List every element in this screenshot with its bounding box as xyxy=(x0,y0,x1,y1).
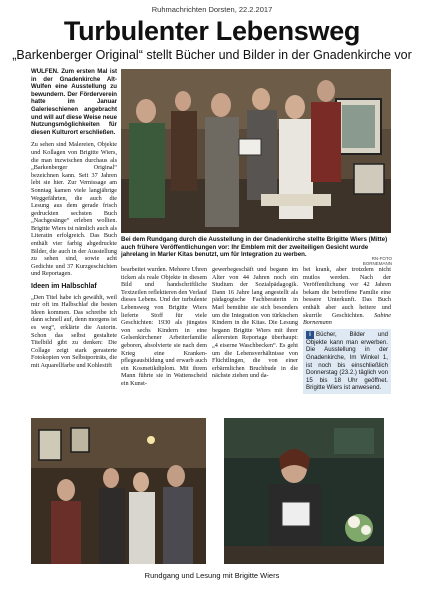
column-1 xyxy=(31,68,117,414)
info-icon: i xyxy=(306,331,314,339)
tour-photo-image xyxy=(31,418,206,564)
bottom-right-photo xyxy=(224,418,384,564)
column-2-text: bearbeitet wurden. Mehrere Uhren ticken als reale Objekte in diesem Bild und handschriftliche Textzeilen reflektieren den Verlauf dieses Lebens. Und der turbulente Lebensweg von Brigitte Wiers lieferte Stoff für viele Geschichten: 1930 als jüngstes von sechs Kindern in eine Gelsenkirchener Arbeiterfamilie geboren, absolvierte sie nach dem Krieg eine Krankenpflegeausbildung und erwarb auch ein Kosmetikdiplom. Mit ihrem Mann führte sie in Wattenscheid ein Kunst- xyxy=(121,266,207,387)
lead-paragraph: WULFEN. Zum ersten Mal ist in der Gnadenkirche Alt-Wulfen eine Ausstellung zu bewundern. Der Förderverein hatte im Januar Galerieschienen angebracht und will auf diese Weise neue Nutzungsmöglichkeiten für diesen Kulturort erschließen. xyxy=(31,68,117,136)
headline: Turbulenter Lebensweg xyxy=(63,16,361,46)
photo-caption: Bei dem Rundgang durch die Ausstellung in der Gnadenkirche stellte Brigitte Wiers (Mitte) auch frühere Veröffentlichungen vor: Ihr Emblem mit der zweiteiligen Gesicht wurde jahrelang in Marler Kitas benutzt, um für Integration zu werben. xyxy=(121,236,388,259)
column-2 xyxy=(121,266,207,414)
bottom-left-photo xyxy=(31,418,206,564)
column-4-text: bei krank, aber trotzdem nicht mutlos werden. Nach der Veröffentlichung vor 42 Jahren bekam die betroffene Familie eine bessere Unterkunft. Das Buch enthält aber auch heitere und skurrile Geschichten. xyxy=(303,266,391,319)
reading-photo-image xyxy=(224,418,384,564)
author-signature: Sabine Bornemann xyxy=(303,311,391,327)
column-3-text: gewerbegeschäft und begann im Alter von 44 Jahren noch ein Studium der Sozialpädagogik. Dann 16 Jahre lang angestellt als pädagogische Fachberaterin in Marl bemühte sie sich besonders um die Integration von türkischen Kindern in die Kitas. Die Lesung begann Brigitte Wiers mit ihrer allerersten Reportage überhaupt: „4 eiserne Waschbecken“. Es geht um die Lebensverhältnisse von Flüchtlingen, die von einer erbärmlichen Bruchbude in die nächste ziehen und da- xyxy=(212,266,298,380)
main-photo xyxy=(121,69,391,233)
info-text: Bücher, Bilder und Objekte kann man erwerben. Die Ausstellung in der Gnadenkirche, Im Winkel 1, ist noch bis einschließlich Donnerstag (23.2.) täglich von 15 bis 18 Uhr geöffnet. Brigitte Wiers ist anwesend. xyxy=(306,330,388,392)
bottom-caption: Rundgang und Lesung mit Brigitte Wiers xyxy=(144,571,280,580)
masthead: Ruhmachrichten Dorsten, 22.2.2017 xyxy=(151,5,273,14)
column-4 xyxy=(303,266,391,416)
group-photo-image xyxy=(121,69,391,233)
column-3 xyxy=(212,266,298,414)
section-heading: Ideen im Halbschlaf xyxy=(31,283,97,291)
info-box xyxy=(303,329,391,394)
column-1-paragraph-2: „Den Titel habe ich gewählt, weil mir oft im Halbschlaf die besten Ideen kommen. Das schreibe ich dann schnell auf, denn morgens ist es weg“, erklärte die Autorin. Schon das selbst gestaltete Titelbild gibt zu denken: Die Collage zeigt stark gerasterte Fotokopien von Selbstporträts, die mit Aquarellfarbe und Kohlestift xyxy=(31,293,117,369)
column-1-paragraph-1: Zu sehen sind Malereien, Objekte und Kollagen von Brigitte Wiers, die man inzwischen durchaus als „Barkenberger Original“ bezeichnen kann. Seit 37 Jahren lebt sie hier. Zur Vernissage am Sonntag kamen viele langjährige Weggefährten, die auch die Lesung aus dem gerade frisch gedruckten sechsten Buch „Nachgesänge“ erleben wollten. Brigitte Wiers ist nämlich auch als Literatin erfolgreich. Das Buch enthält vier farbig abgedruckte Bilder, die auch in der Ausstellung zu sehen sind, sowie acht Gedichte und 37 Kurzgeschichten und Reportagen. xyxy=(31,141,117,278)
photo-credit: RN-FOTO BORNEMANN xyxy=(362,256,392,266)
subhead: „Barkenberger Original“ stellt Bücher und Bilder in der Gnadenkirche vor xyxy=(12,48,412,62)
